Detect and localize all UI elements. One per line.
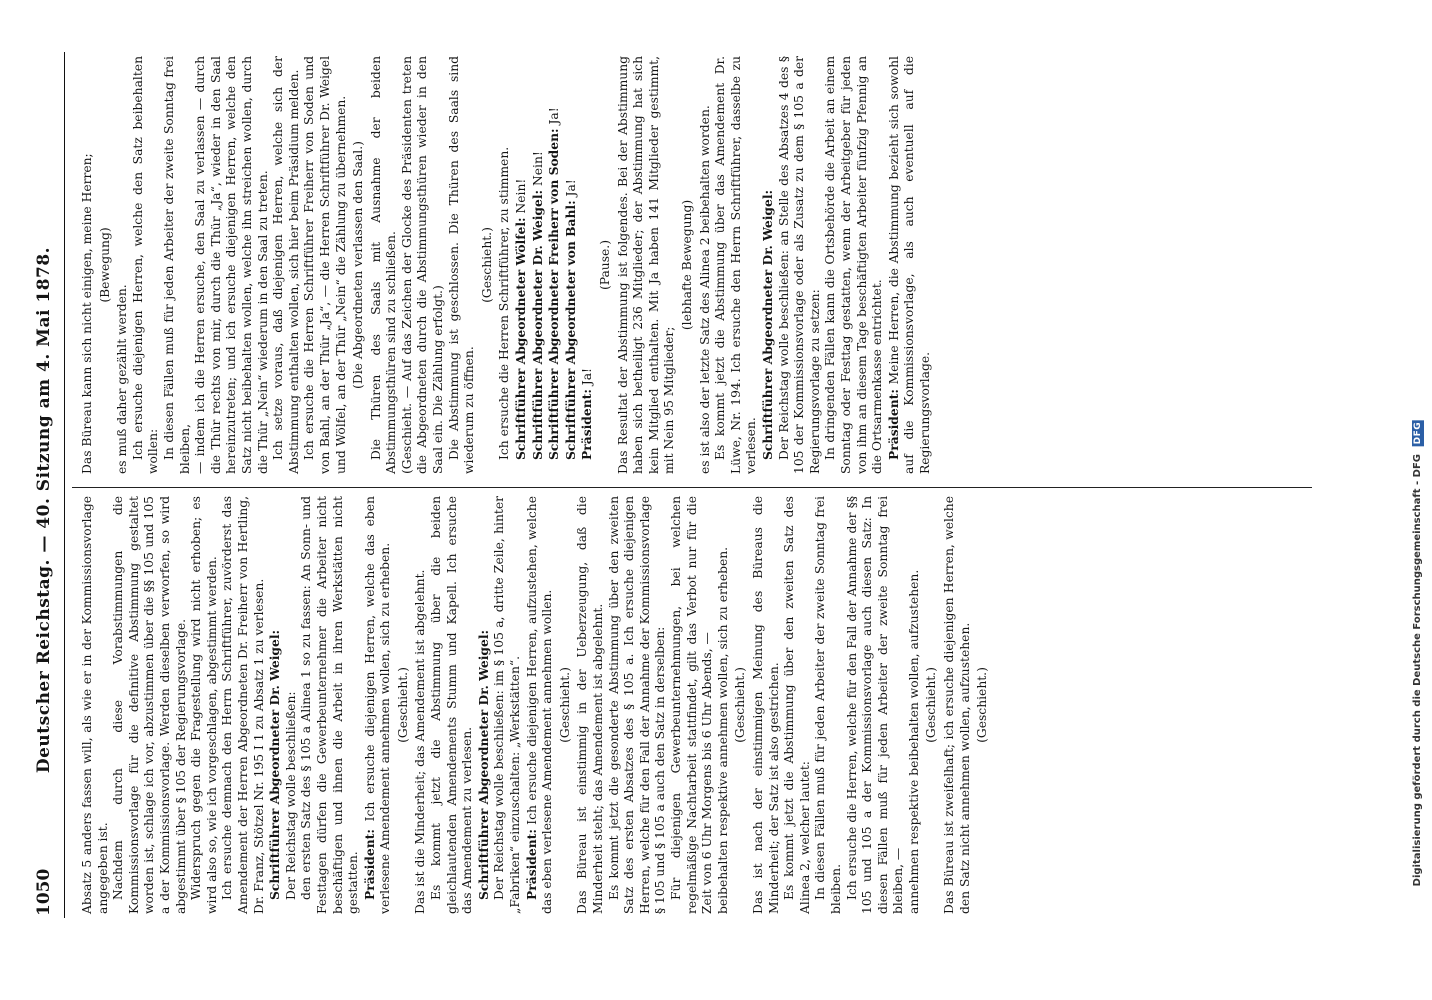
paragraph bbox=[616, 56, 678, 474]
paragraph bbox=[413, 496, 429, 914]
paragraph bbox=[80, 496, 111, 914]
paragraph bbox=[942, 496, 973, 914]
speaker-name: Präsident: bbox=[579, 389, 595, 460]
dfg-logo-badge: DFG bbox=[1413, 422, 1423, 445]
paragraph bbox=[220, 496, 267, 914]
paragraph bbox=[575, 496, 606, 914]
paragraph-text: Der Reichstag wolle beschließen: bbox=[283, 691, 298, 900]
paragraph-text: In diesen Fällen muß für jeden Arbeiter der zweite Sonntag frei bleiben. bbox=[813, 496, 843, 914]
paragraph bbox=[907, 496, 923, 914]
speaker-paragraph bbox=[563, 56, 580, 474]
paragraph-text: (Geschieht. — Auf das Zeichen der Glocke des Präsidenten treten die Abgeordneten durch die Abstimmungsthüren wieder in den Saal ein. Die Zählung erfolgt.) bbox=[399, 56, 446, 474]
paragraph bbox=[777, 56, 824, 474]
paragraph bbox=[115, 56, 131, 474]
stage-direction: (lebhafte Bewegung) bbox=[679, 199, 694, 331]
paragraph-text: Ich ersuche diejenigen Herren, welche den Satz beibehalten wollen: bbox=[130, 56, 161, 474]
column-divider bbox=[72, 487, 1312, 488]
speaker-paragraph bbox=[476, 496, 493, 914]
stage-direction: (Geschieht.) bbox=[975, 667, 990, 743]
speaker-name: Präsident: bbox=[523, 829, 539, 900]
paragraph bbox=[111, 496, 189, 914]
speaker-paragraph bbox=[760, 56, 777, 474]
paragraph-text: Das ist nach der einstimmigen Meinung des Büreaus die Minderheit; der Satz ist also gestrichen. bbox=[750, 496, 781, 914]
page-number: 1050 bbox=[34, 868, 54, 916]
speaker-paragraph bbox=[886, 56, 934, 474]
paragraph bbox=[492, 496, 523, 914]
paragraph bbox=[369, 56, 400, 474]
paragraph bbox=[189, 496, 220, 914]
paragraph bbox=[813, 496, 844, 914]
paragraph-text: annehmen respektive beibehalten wollen, aufzustehen. bbox=[906, 569, 921, 914]
paragraph-text: Absatz 5 anders fassen will, als wie er in der Kommissionsvorlage angegeben ist. bbox=[80, 496, 110, 914]
paragraph-text: es muß daher gezählt werden. bbox=[115, 284, 130, 474]
speaker-name: Präsident: bbox=[885, 389, 901, 460]
speaker-name: Präsident: bbox=[361, 829, 377, 900]
paragraph bbox=[751, 496, 782, 914]
paragraph-text: Ich setze voraus, daß diejenigen Herren, welche sich der Abstimmung enthalten wollen, sich hier beim Präsidium melden. bbox=[271, 56, 301, 474]
paragraph bbox=[302, 56, 349, 474]
right-column bbox=[80, 56, 933, 474]
paragraph-text: Das Resultat der Abstimmung ist folgendes. Bei der Abstimmung haben sich betheiligt 236 Mitglieder; der Abstimmung hat sich kein Mitglied enthalten. Mit Ja haben 141 Mitglieder gestimmt, mit Nein 95 Mitglieder; bbox=[615, 56, 677, 474]
paragraph-text: Es kommt jetzt die Abstimmung über die beiden gleichlautenden Amendements Stumm und Kapell. Ich ersuche das Amendement zu verlesen. bbox=[429, 496, 475, 914]
paragraph-text: Widerspruch gegen die Fragestellung wird nicht erhoben; es wird also so, wie ich vorgeschlagen, abgestimmt werden. bbox=[189, 496, 219, 914]
paragraph bbox=[782, 496, 813, 914]
paragraph bbox=[713, 56, 760, 474]
paragraph bbox=[299, 496, 361, 914]
speaker-paragraph bbox=[546, 56, 563, 474]
speaker-paragraph bbox=[530, 56, 547, 474]
speaker-name: Schriftführer Abgeordneter von Bahl: bbox=[562, 200, 578, 460]
stage-direction: (Bewegung) bbox=[97, 227, 112, 303]
paragraph-text: Ich ersuche diejenigen Herren, welche das eben verlesene Amendement annehmen wollen, sich zu erheben. bbox=[362, 496, 393, 914]
stage-direction: (Pause.) bbox=[598, 239, 612, 291]
speaker-paragraph bbox=[362, 496, 394, 914]
paragraph bbox=[271, 56, 302, 474]
digitization-credit bbox=[1412, 420, 1424, 886]
paragraph-text: Der Reichstag wolle beschließen: im § 105 a, dritte Zeile, hinter „Fabriken“ einzuschalten: „Werkstätten“. bbox=[492, 496, 523, 914]
paragraph bbox=[698, 56, 714, 474]
paragraph bbox=[716, 496, 732, 914]
paragraph-text: den ersten Satz des § 105 a Alinea 1 so zu fassen: An Sonn- und Festtagen dürfen die Gewerbeunternehmer die Arbeiter nicht beschäftigen und ihnen die Arbeit in ihren Werkstätten nicht gestatten. bbox=[299, 496, 361, 914]
paragraph-text: Es kommt jetzt die gesonderte Abstimmung über den zweiten Satz des ersten Absatzes des § 105 a. Ich ersuche diejenigen Herren, welche für den Fall der Annahme der Kommissionsvorlage § 105 und § 105 a auch den Satz in derselben: bbox=[606, 496, 668, 914]
paragraph-text: Das Büreau ist einstimmig in der Ueberzeugung, daß die Minderheit steht; das Amendement ist abgelehnt. bbox=[575, 496, 605, 914]
paragraph bbox=[400, 56, 447, 474]
paragraph-text: Nachdem durch diese Vorabstimmungen die Kommissionsvorlage für die definitive Abstimmung gestaltet worden ist, schlage ich vor, abzustimmen über die §§ 105 und 105 a der Kommissionsvorlage. Werden dieselben verworfen, so wird abgestimmt über § 105 der Regierungsvorlage. bbox=[111, 496, 188, 914]
paragraph-text: Ja! bbox=[563, 179, 578, 197]
speaker-name: Schriftführer Abgeordneter Dr. Weigel: bbox=[267, 629, 283, 900]
paragraph-text: Ich ersuche demnach den Herrn Schriftführer, zuvörderst das Amendement der Herren Abgeordneten Dr. Freiherr von Hertling, Dr. Franz, Stötzel Nr. 195 I 1 zu Absatz 1 zu verlesen. bbox=[220, 496, 266, 914]
speaker-name: Schriftführer Abgeordneter Wölfel: bbox=[513, 217, 529, 460]
paragraph-text: Die Thüren des Saals mit Ausnahme der beiden Abstimmungsthüren sind zu schließen. bbox=[368, 56, 399, 474]
paragraph bbox=[823, 56, 885, 474]
paragraph-text: Ja! bbox=[547, 107, 562, 125]
speaker-name: Schriftführer Abgeordneter Freiherr von Soden: bbox=[546, 128, 562, 460]
paragraph-text: Nein! bbox=[530, 151, 545, 187]
speaker-paragraph bbox=[524, 496, 556, 914]
stage-direction: (Die Abgeordneten verlassen den Saal.) bbox=[351, 141, 366, 389]
paragraph-text: In diesen Fällen muß für jeden Arbeiter der zweite Sonntag frei bleiben, bbox=[161, 56, 192, 474]
paragraph-text: Die Abstimmung ist geschlossen. Die Thüren des Saals sind wiederum zu öffnen. bbox=[446, 56, 477, 474]
left-column bbox=[80, 496, 993, 914]
paragraph bbox=[669, 496, 716, 914]
paragraph bbox=[131, 56, 162, 474]
paragraph-text: Ich ersuche die Herren Schriftführer Freiherr von Soden und von Bahl, an der Thür „Ja“, — die Herren Schriftführer Dr. Weigel und Wölfel, an der Thür „Nein“ die Zählung zu übernehmen. bbox=[302, 56, 348, 474]
paragraph-text: — indem ich die Herren ersuche, den Saal zu verlassen — durch die Thür rechts von mir, durch die Thür „Ja“, wieder in den Saal hereinzutreten; und ich ersuche diejenigen Herren, welche den Satz nicht beibehalten wollen, welche ihn streichen wollen, durch die Thür „Nein“ wiederum in den Saal zu treten. bbox=[193, 56, 270, 474]
paragraph bbox=[607, 496, 669, 914]
stage-direction: (Geschieht.) bbox=[479, 227, 494, 303]
paragraph-text: Ich ersuche die Herren Schriftführer, zu stimmen. bbox=[497, 146, 512, 460]
paragraph bbox=[193, 56, 271, 474]
paragraph-text: beibehalten respektive annehmen wollen, sich zu erheben. bbox=[715, 546, 730, 914]
paragraph-text: Das Büreau ist zweifelhaft; ich ersuche diejenigen Herren, welche den Satz nicht annehmen wollen, aufzustehen. bbox=[942, 496, 972, 914]
paragraph-text: Es kommt jetzt die Abstimmung über das Amendement Dr. Lüwe, Nr. 194. Ich ersuche den Herrn Schriftführer, dasselbe zu verlesen. bbox=[713, 56, 759, 474]
speaker-paragraph bbox=[513, 56, 530, 474]
speaker-name: Schriftführer Abgeordneter Dr. Weigel: bbox=[529, 189, 545, 460]
paragraph-text: Das Büreau kann sich nicht einigen, meine Herren; bbox=[80, 153, 94, 474]
paragraph-text: Meine Herren, die Abstimmung bezieht sich sowohl auf die Kommissionsvorlage, als auch eventuell auf die Regierungsvorlage. bbox=[886, 56, 932, 474]
paragraph-text: Der Reichstag wolle beschließen: an Stelle des Absatzes 4 des § 105 der Kommissionsvorlage oder als Zusatz zu dem § 105 a der Regierungsvorlage zu setzen: bbox=[776, 56, 822, 474]
paragraph bbox=[80, 56, 96, 474]
header-rule bbox=[64, 52, 65, 918]
credit-text: Digitalisierung gefördert durch die Deutsche Forschungsgemeinschaft - DFG bbox=[1412, 454, 1423, 887]
paragraph-text: Ich ersuche diejenigen Herren, aufzustehen, welche das eben verlesene Amendement annehmen wollen. bbox=[524, 496, 555, 914]
speaker-name: Schriftführer Abgeordneter Dr. Weigel: bbox=[759, 189, 775, 460]
paragraph bbox=[845, 496, 907, 914]
stage-direction: (Geschieht.) bbox=[557, 667, 572, 743]
paragraph bbox=[284, 496, 300, 914]
stage-direction: (Geschieht.) bbox=[733, 667, 748, 743]
paragraph-text: Ich ersuche die Herren, welche für den Fall der Annahme der §§ 105 und 105 a der Kommissionsvorlage auch diesen Satz: In diesen Fällen muß für jeden Arbeiter der zweite Sonntag frei bleiben, — bbox=[844, 496, 906, 914]
paragraph-text: es ist also der letzte Satz des Alinea 2 beibehalten worden. bbox=[697, 105, 712, 474]
stage-direction: (Geschieht.) bbox=[924, 667, 939, 743]
paragraph-text: Ja! bbox=[580, 368, 595, 386]
paragraph bbox=[162, 56, 193, 474]
paragraph bbox=[497, 56, 513, 474]
running-header: Deutscher Reichstag. — 40. Sitzung am 4. Mai 1878. bbox=[34, 246, 54, 774]
paragraph-text: Das ist die Minderheit; das Amendement ist abgelehnt. bbox=[413, 569, 428, 914]
speaker-paragraph bbox=[267, 496, 284, 914]
speaker-name: Schriftführer Abgeordneter Dr. Weigel: bbox=[475, 629, 491, 900]
paragraph bbox=[429, 496, 476, 914]
paragraph-text: Es kommt jetzt die Abstimmung über den zweiten Satz des Alinea 2, welcher lautet: bbox=[782, 496, 812, 914]
speaker-paragraph bbox=[579, 56, 596, 474]
paragraph-text: Für diejenigen Gewerbeunternehmungen, bei welchen regelmäßige Nachtarbeit stattfindet, gilt das Verbot nur für die Zeit von 6 Uhr Morgens bis 6 Uhr Abends, — bbox=[668, 496, 715, 914]
paragraph-text: Nein! bbox=[514, 178, 529, 214]
paragraph-text: In dringenden Fällen kann die Ortsbehörde die Arbeit an einem Sonntag oder Festtag gestatten, wenn der Arbeitgeber für jeden von ihm an diesem Tage beschäftigten Arbeiter fünfzig Pfennig an die Ortsarmenkasse entrichtet. bbox=[823, 56, 885, 474]
stage-direction: (Geschieht.) bbox=[395, 667, 410, 743]
paragraph bbox=[447, 56, 478, 474]
